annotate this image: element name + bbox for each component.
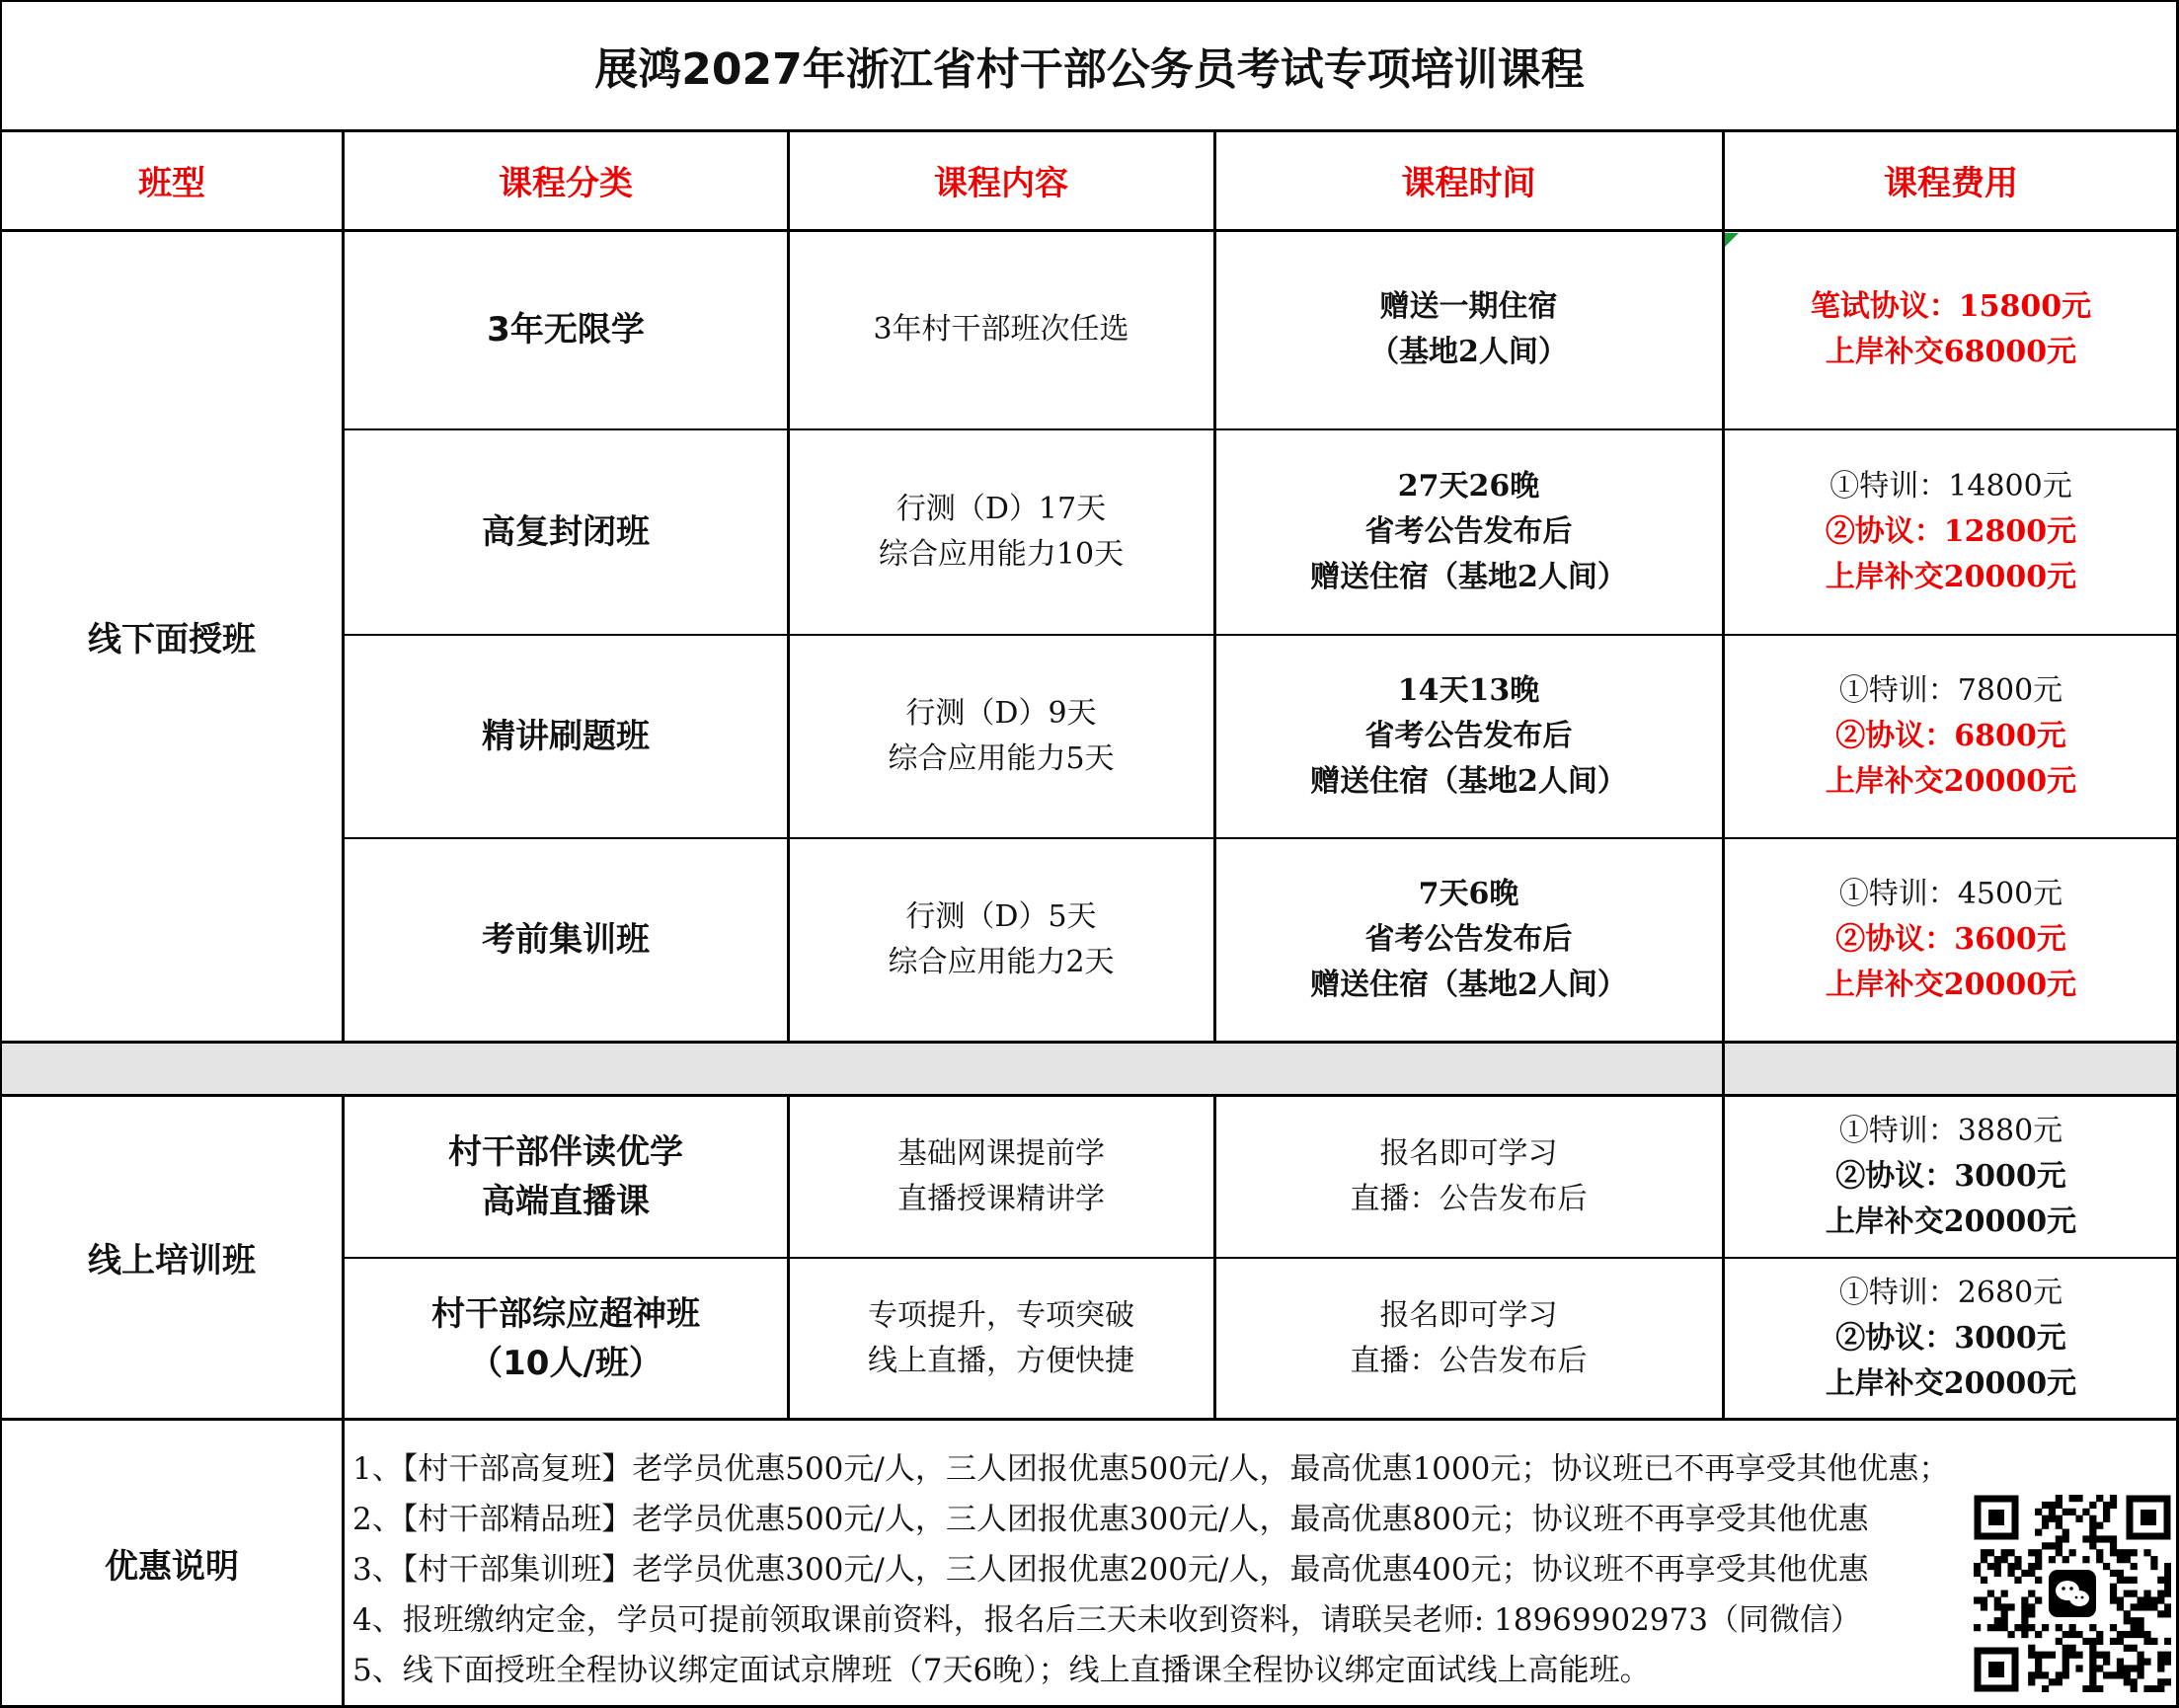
offline-row-1-time	[1214, 230, 1723, 429]
grid-line	[344, 837, 2179, 839]
grid-line	[1213, 1095, 1216, 1420]
grid-line	[0, 129, 2179, 132]
time-line: 省考公告发布后	[1364, 922, 1573, 957]
grid-line	[344, 428, 2179, 430]
offline-row-3-time	[1214, 635, 1723, 838]
offline-row-2-category	[344, 429, 788, 635]
header-content: 课程内容	[934, 164, 1068, 203]
content-line: 专项提升，专项突破	[868, 1297, 1134, 1333]
grid-line	[0, 1041, 2179, 1044]
content-line: 综合应用能力5天	[888, 741, 1115, 776]
fee-line: ①特训：4500元	[1838, 877, 2063, 911]
fee-line: 笔试协议：15800元	[1810, 289, 2092, 324]
discount-line-4: 4、报班缴纳定金，学员可提前领取课前资料，报名后三天未收到资料，请联吴老师: 18969902973（同微信）	[352, 1602, 1861, 1638]
offline-row-2-fee	[1723, 429, 2179, 635]
discount-notes	[352, 1444, 1949, 1696]
offline-row-3-fee	[1723, 635, 2179, 838]
grid-line	[0, 1418, 2179, 1421]
category-line: 高复封闭班	[482, 512, 650, 552]
time-line: 直播：公告发布后	[1350, 1181, 1588, 1216]
online-row-1-content	[788, 1095, 1214, 1258]
time-line: 报名即可学习	[1379, 1297, 1558, 1333]
time-line: （基地2人间）	[1369, 335, 1568, 369]
class-type-online: 线上培训班	[88, 1240, 256, 1281]
time-line: 7天6晚	[1418, 877, 1519, 911]
category-line: 村干部综应超神班	[431, 1293, 700, 1334]
grid-line	[344, 1257, 2179, 1259]
separator-band	[0, 1042, 2179, 1095]
offline-row-4-category	[344, 838, 788, 1042]
header-time: 课程时间	[1401, 164, 1536, 203]
discount-line-3: 3、【村干部集训班】老学员优惠300元/人，三人团报优惠200元/人，最高优惠400元；协议班不再享受其他优惠	[352, 1552, 1869, 1588]
time-line: 赠送住宿（基地2人间）	[1310, 560, 1627, 594]
fee-line: ①特训：2680元	[1838, 1275, 2063, 1310]
grid-line	[1722, 1095, 1725, 1420]
offline-row-1-category	[344, 230, 788, 429]
offline-row-2-time	[1214, 429, 1723, 635]
content-line: 直播授课精讲学	[897, 1181, 1105, 1216]
grid-line	[0, 0, 2, 1708]
discount-line-2: 2、【村干部精品班】老学员优惠500元/人，三人团报优惠300元/人，最高优惠800元；协议班不再享受其他优惠	[352, 1502, 1869, 1537]
category-line: （10人/班）	[469, 1343, 662, 1383]
online-row-2-content	[788, 1258, 1214, 1419]
grid-line	[342, 130, 345, 1043]
fee-line: 上岸补交68000元	[1825, 335, 2077, 369]
grid-line	[1213, 130, 1216, 1043]
time-line: 赠送一期住宿	[1379, 289, 1558, 324]
time-line: 14天13晚	[1397, 673, 1540, 708]
offline-row-4-time	[1214, 838, 1723, 1042]
fee-line: ②协议：3600元	[1835, 922, 2066, 957]
fee-line: ②协议：3000元	[1835, 1320, 2066, 1356]
fee-line: ①特训：7800元	[1838, 673, 2063, 708]
fee-line: ②协议：6800元	[1835, 719, 2066, 753]
fee-line: 上岸补交20000元	[1825, 1365, 2077, 1401]
category-line: 3年无限学	[487, 310, 645, 349]
online-row-2-fee	[1723, 1258, 2179, 1419]
time-line: 赠送住宿（基地2人间）	[1310, 764, 1627, 799]
grid-line	[1722, 130, 1725, 1095]
header-type: 班型	[138, 164, 205, 203]
page-title: 展鸿2027年浙江省村干部公务员考试专项培训课程	[594, 44, 1585, 95]
grid-line	[342, 1095, 345, 1708]
discount-line-5: 5、线下面授班全程协议绑定面试京牌班（7天6晚）；线上直播课全程协议绑定面试线上高能班。	[352, 1653, 1651, 1688]
online-row-2-time	[1214, 1258, 1723, 1419]
time-line: 省考公告发布后	[1364, 514, 1573, 549]
online-row-1-fee	[1723, 1095, 2179, 1258]
header-fee: 课程费用	[1884, 164, 2018, 203]
cell-comment-flag	[1723, 233, 1739, 249]
offline-row-3-content	[788, 635, 1214, 838]
discount-label: 优惠说明	[105, 1547, 239, 1587]
fee-line: ②协议：3000元	[1835, 1158, 2066, 1194]
fee-line: ①特训：3880元	[1838, 1113, 2063, 1148]
offline-row-4-fee	[1723, 838, 2179, 1042]
category-line: 村干部伴读优学	[448, 1131, 683, 1172]
fee-line: 上岸补交20000元	[1825, 560, 2077, 594]
fee-line: ①特训：14800元	[1829, 469, 2072, 504]
content-line: 线上直播，方便快捷	[868, 1343, 1134, 1378]
grid-line	[787, 130, 790, 1043]
offline-row-1-fee	[1723, 230, 2179, 429]
time-line: 27天26晚	[1397, 469, 1540, 504]
offline-row-3-category	[344, 635, 788, 838]
time-line: 报名即可学习	[1379, 1135, 1558, 1171]
offline-row-2-content	[788, 429, 1214, 635]
content-line: 综合应用能力10天	[878, 537, 1125, 572]
offline-row-4-content	[788, 838, 1214, 1042]
content-line: 基础网课提前学	[897, 1135, 1105, 1171]
grid-line	[787, 1095, 790, 1420]
fee-line: 上岸补交20000元	[1825, 764, 2077, 799]
grid-line	[344, 634, 2179, 636]
category-line: 高端直播课	[482, 1181, 650, 1221]
online-row-1-time	[1214, 1095, 1723, 1258]
content-line: 行测（D）17天	[895, 492, 1107, 526]
content-line: 3年村干部班次任选	[873, 312, 1129, 347]
content-line: 综合应用能力2天	[888, 945, 1115, 979]
grid-line	[0, 1094, 2179, 1097]
discount-line-1: 1、【村干部高复班】老学员优惠500元/人，三人团报优惠500元/人，最高优惠1000元；协议班已不再享受其他优惠；	[352, 1451, 1950, 1487]
time-line: 赠送住宿（基地2人间）	[1310, 968, 1627, 1002]
fee-line: 上岸补交20000元	[1825, 1203, 2077, 1239]
fee-line: ②协议：12800元	[1825, 514, 2077, 549]
offline-row-1-content	[788, 230, 1214, 429]
class-type-offline: 线下面授班	[88, 619, 256, 660]
time-line: 直播：公告发布后	[1350, 1343, 1588, 1378]
wechat-qr-code-icon	[1974, 1495, 2171, 1692]
content-line: 行测（D）9天	[905, 696, 1097, 731]
time-line: 省考公告发布后	[1364, 719, 1573, 753]
online-row-1-category	[344, 1095, 788, 1258]
category-line: 考前集训班	[482, 920, 650, 960]
grid-line	[0, 229, 2179, 232]
fee-line: 上岸补交20000元	[1825, 968, 2077, 1002]
grid-line	[0, 0, 2179, 2]
content-line: 行测（D）5天	[905, 899, 1097, 934]
header-category: 课程分类	[499, 164, 633, 203]
online-row-2-category	[344, 1258, 788, 1419]
category-line: 精讲刷题班	[482, 717, 650, 756]
